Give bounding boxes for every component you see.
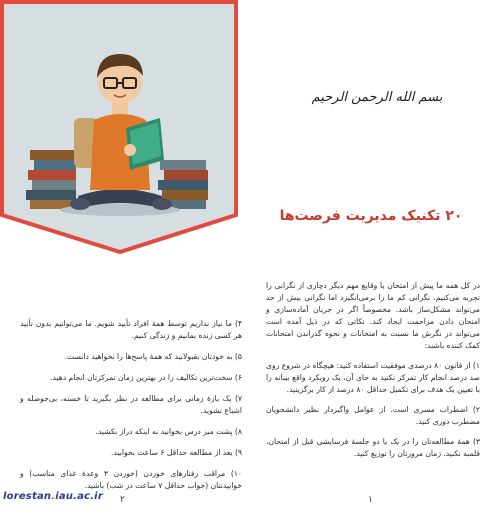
- page-number-right: ۱: [368, 495, 373, 505]
- site-suffix: iau.ac.ir: [55, 491, 103, 502]
- site-dot: .: [51, 491, 56, 502]
- list-item: ۵) به خودتان بقبولانید که همهٔ پاسخ‌ها را نخواهید دانست.: [64, 352, 242, 361]
- list-item: ۹) بعد از مطالعه حداقل ۶ ساعت بخوابید.: [111, 448, 242, 457]
- basmala-heading: بسم الله الرحمن الرحیم: [311, 90, 443, 105]
- intro-paragraph: در کل همه ما پیش از امتحان یا وقایع مهم دیگر دچاری از نگرانی را تجربه می‌کنیم. نگرانی کم ما را برمی‌انگیزد اما نگرانی بیش از حد می‌تواند مشکل‌ساز باشد. مخصوصاً اگر در جریان آماده‌سازی و امتحان دادن مزاحمت ایجاد کند. نکاتی که در ذیل آمده است می‌تواند در نگرش ما نسبت به امتحانات و نحوه گذراندن امتحانات کمک کننده باشند:: [266, 281, 480, 350]
- list-item: ۶) سخت‌ترین تکالیف را در بهترین زمان تمرکزتان انجام دهید.: [50, 373, 242, 382]
- site-prefix: lorestan: [3, 491, 52, 502]
- illustration-banner: [0, 0, 242, 255]
- list-item: ۷) یک بازهٔ زمانی برای مطالعه در نظر بگیرید تا خسته، بی‌حوصله و اشباع نشوید.: [20, 394, 242, 415]
- list-item: ۳) همهٔ مطالعه‌تان را در یک یا دو جلسهٔ فرسایشی قبل از امتحان، قلمبه نکنید. زمان مرورتان را توزیع کنید.: [266, 437, 480, 458]
- list-item: ۲) اضطراب مسری است. از عوامل واگیردار نظیر دانشجویان مضطرب دوری کنید.: [266, 405, 480, 426]
- list-item: ۴) ما نیاز نداریم توسط همهٔ افراد تأیید شویم. ما می‌توانیم بدون تأیید هر کسی زنده بمانیم و زندگی کنیم.: [20, 319, 242, 340]
- list-item: ۱) از قانون ۸۰ درصدی موفقیت استفاده کنید: هیچگاه در شروع روی صد درصد انجام کار تمرکز نکنید به جای آن، یک رویکرد واقع بینانه را با تعیین یک هدف برای تکمیل حداقل ۸۰ درصد از کار برگزینید.: [266, 361, 480, 394]
- student-reading-illustration: [0, 0, 242, 255]
- left-column: [20, 318, 242, 501]
- page-number-left: ۲: [120, 495, 125, 505]
- right-column: [266, 280, 480, 468]
- website-link[interactable]: [3, 491, 103, 502]
- list-item: ۸) پشت میز درس بخوانید نه اینکه دراز بکشید.: [95, 427, 242, 436]
- page-title: ۲۰ تکنیک مدیریت فرصت‌ها: [279, 208, 463, 224]
- list-item: ۱۰) مراقب رفتارهای خوردن (خوردن ۳ وعدهٔ غذای مناسب) و خوابیدنتان (خواب حداقل ۷ ساعت در شب) باشید.: [20, 469, 243, 490]
